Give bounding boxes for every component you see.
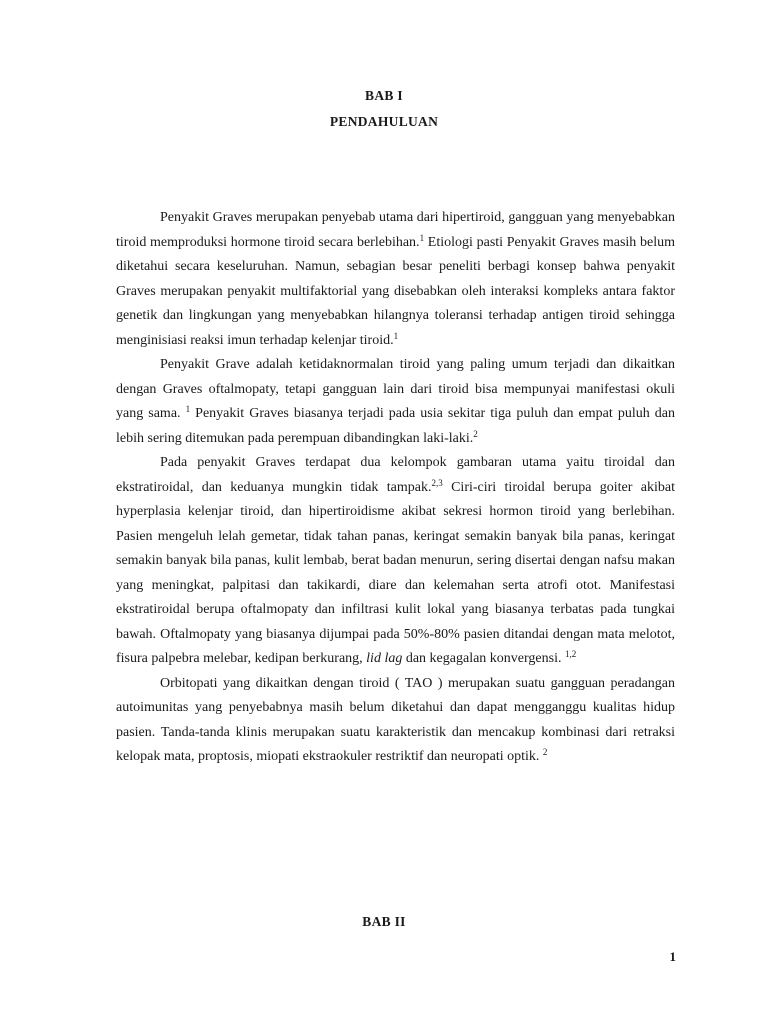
citation: 2 [542, 747, 548, 757]
italic-term: lid lag [366, 651, 403, 666]
paragraph-text: Penyakit Graves merupakan penyebab utama dari hipertiroid, gangguan yang menyebabkan tiroid memproduksi hormone tiroid secara berlebihan. [116, 210, 675, 250]
paragraph-text: Pada penyakit Graves terdapat dua kelompok gambaran utama yaitu tiroidal dan ekstratiroidal, dan keduanya mungkin tidak tampak. [116, 455, 675, 495]
paragraph-4 [116, 672, 675, 770]
citation: 1 [419, 232, 425, 243]
next-chapter-label: BAB II [362, 914, 406, 929]
citation: 1,2 [564, 649, 577, 659]
page-number: 1 [669, 949, 676, 964]
citation: 2 [473, 428, 478, 439]
paragraph-1 [116, 206, 675, 353]
citation: 1 [185, 404, 191, 414]
citation: 1 [393, 330, 399, 341]
chapter-label: BAB I [365, 88, 403, 103]
paragraph-text: Penyakit Graves biasanya terjadi pada usia sekitar tiga puluh dan empat puluh dan lebih sering ditemukan pada perempuan dibandingkan laki-laki. [116, 406, 675, 446]
paragraph-text: Ciri-ciri tiroidal berupa goiter akibat hyperplasia kelenjar tiroid, dan hipertiroidisme akibat sekresi hormon tiroid yang berlebihan. Pasien mengeluh lelah gemetar, tidak tahan panas, keringat semakin banyak bila panas, keringat semakin banyak bila panas, kulit lembab, berat badan menurun, sering disertai dengan nafsu makan yang meningkat, palpitasi dan takikardi, diare dan kelemahan serta atrofi otot. Manifestasi ekstratiroidal berupa oftalmopaty dan infiltrasi kulit lokal yang biasanya terbatas pada tungkai bawah. Oftalmopaty yang biasanya dijumpai pada 50%-80% pasien ditandai dengan mata melotot, fisura palpebra melebar, kedipan berkurang, [116, 479, 675, 666]
body-text [116, 206, 675, 770]
paragraph-3 [116, 451, 675, 672]
paragraph-text: Etiologi pasti Penyakit Graves masih belum diketahui secara keseluruhan. Namun, sebagian besar peneliti berbagi konsep bahwa penyakit Graves merupakan penyakit multifaktorial yang disebabkan oleh interaksi kompleks antara faktor genetik dan lingkungan yang menyebabkan hilangnya toleransi terhadap antigen tiroid sehingga menginisiasi reaksi imun terhadap kelenjar tiroid. [116, 234, 675, 348]
paragraph-text: Orbitopati yang dikaitkan dengan tiroid ( TAO ) merupakan suatu gangguan peradangan autoimunitas yang penyebabnya masih belum diketahui dan dapat mengganggu kualitas hidup pasien. Tanda-tanda klinis merupakan suatu karakteristik dan mencakup kombinasi dari retraksi kelopak mata, proptosis, miopati ekstraokuler restriktif dan neuropati optik. [116, 675, 675, 764]
paragraph-text: dan kegagalan konvergensi. [402, 651, 565, 666]
chapter-title: PENDAHULUAN [329, 114, 439, 129]
paragraph-2 [116, 353, 675, 451]
paragraph-text: Penyakit Grave adalah ketidaknormalan tiroid yang paling umum terjadi dan dikaitkan dengan Graves oftalmopaty, tetapi gangguan lain dari tiroid bisa mempunyai manifestasi okuli yang sama. [116, 357, 675, 421]
citation: 2,3 [431, 477, 443, 488]
